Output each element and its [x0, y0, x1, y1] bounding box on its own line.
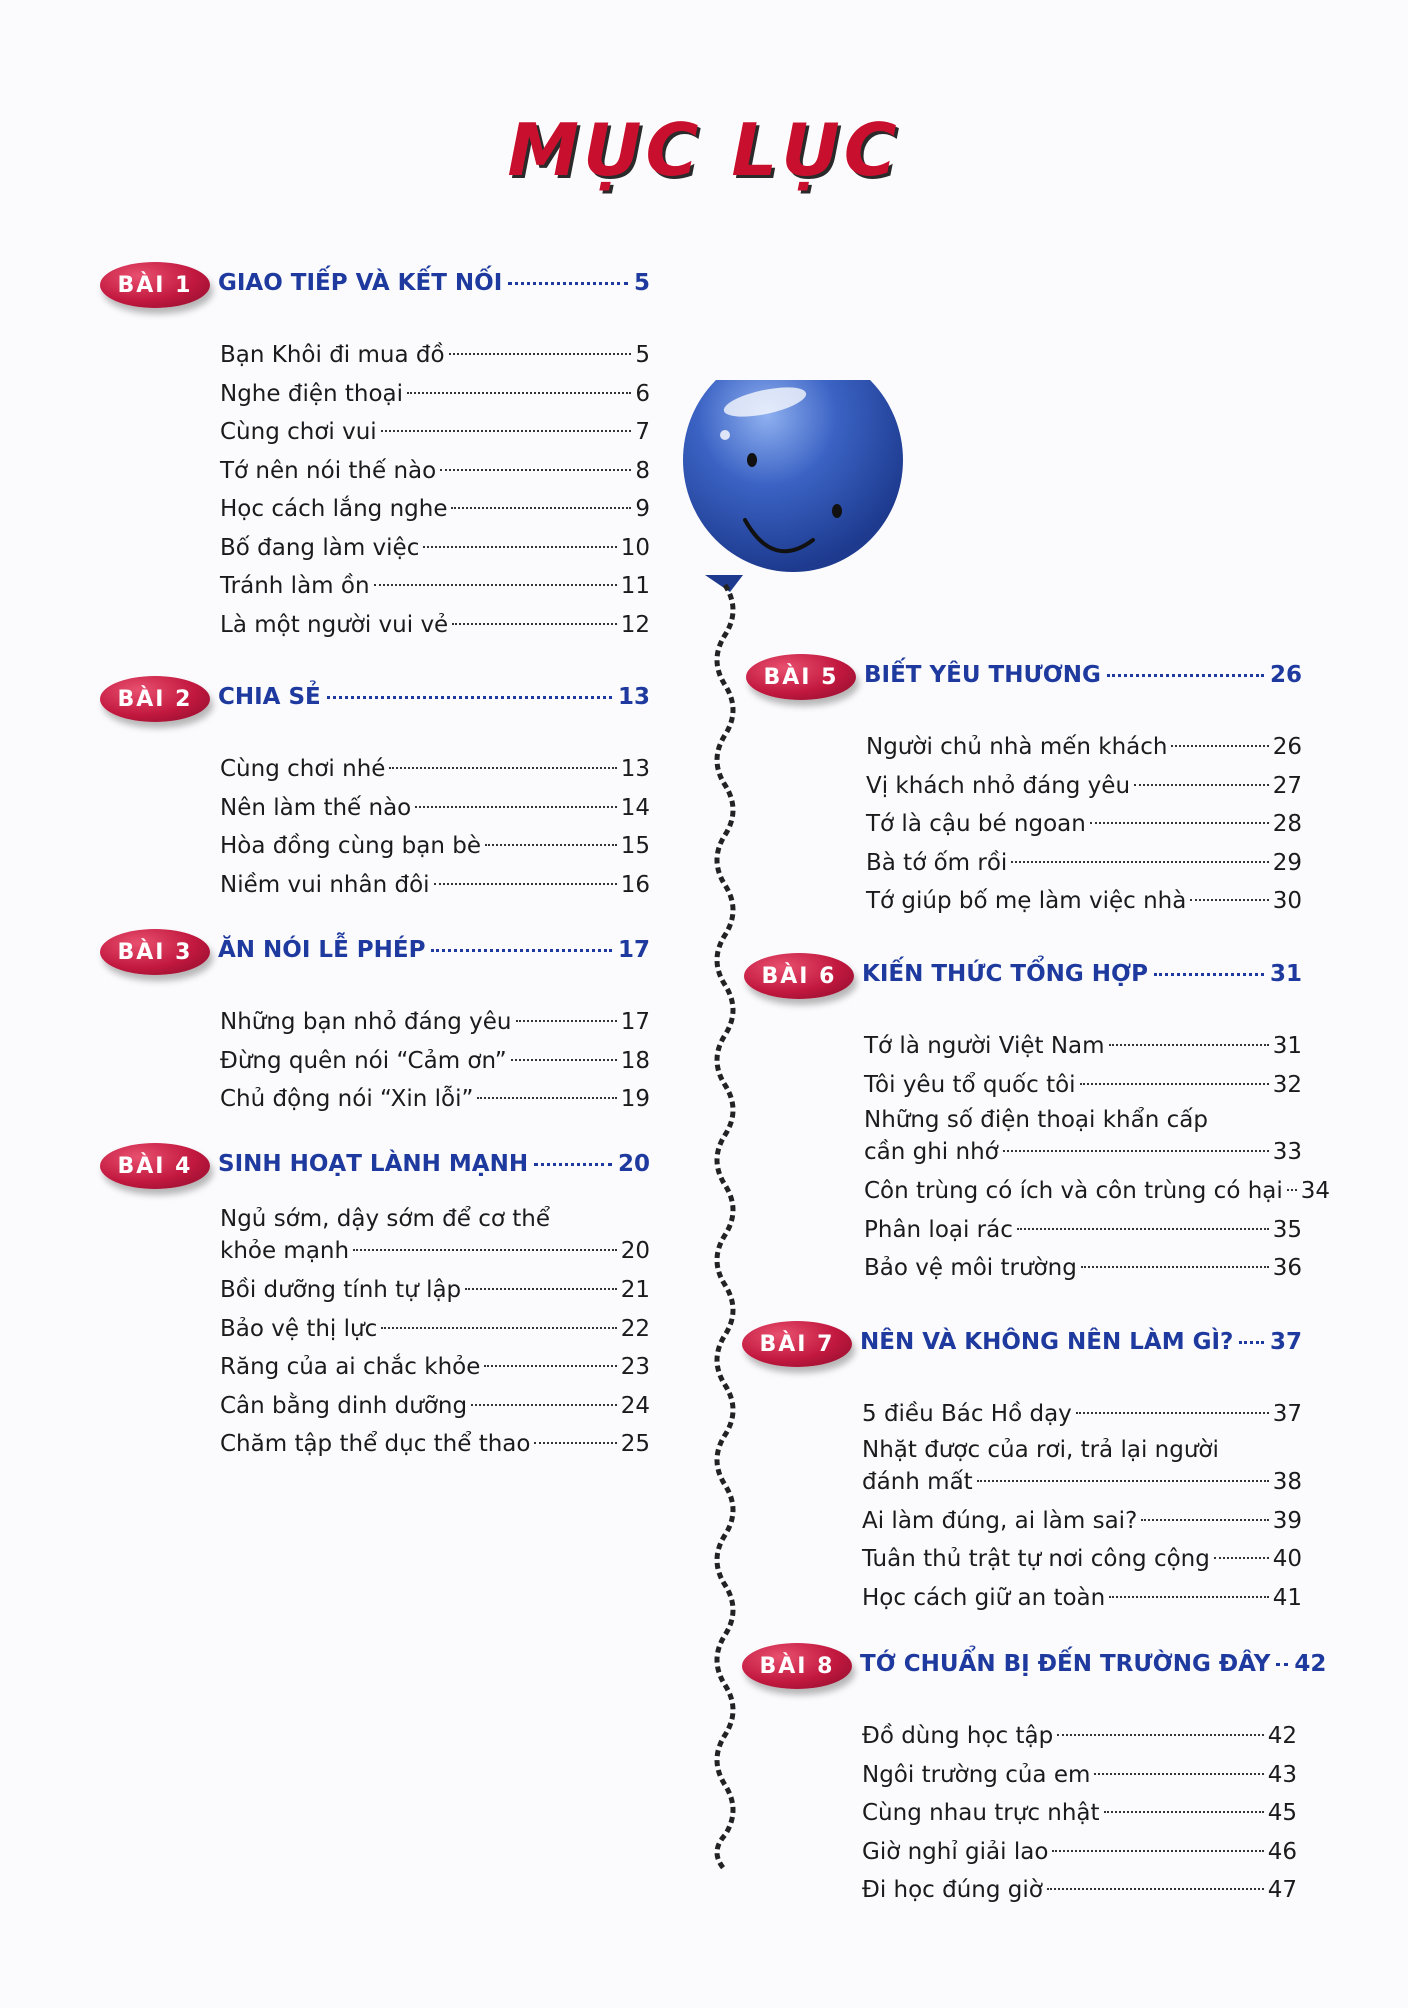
section-title: ĂN NÓI LỄ PHÉP — [218, 937, 426, 963]
section-items — [742, 1717, 1297, 1910]
toc-entry[interactable]: Giờ nghỉ giải lao 46 — [862, 1838, 1297, 1865]
toc-entry[interactable]: Nghe điện thoại 6 — [220, 380, 650, 407]
toc-entry[interactable]: Học cách giữ an toàn 41 — [862, 1584, 1302, 1611]
section-header[interactable] — [100, 1143, 650, 1195]
section-page-number: 31 — [1269, 961, 1302, 987]
section-bai-3 — [100, 929, 650, 1119]
toc-entry[interactable]: Cân bằng dinh dưỡng 24 — [220, 1392, 650, 1419]
lesson-badge: BÀI 3 — [100, 929, 210, 975]
section-title: CHIA SẺ — [218, 684, 321, 710]
toc-entry[interactable]: Đừng quên nói “Cảm ơn” 18 — [220, 1047, 650, 1074]
toc-entry[interactable]: Ai làm đúng, ai làm sai? 39 — [862, 1507, 1302, 1534]
section-items — [744, 1027, 1331, 1288]
toc-entry[interactable]: Côn trùng có ích và côn trùng có hại 34 — [864, 1178, 1331, 1204]
toc-entry[interactable]: Ngôi trường của em 43 — [862, 1761, 1297, 1788]
toc-entry[interactable]: Tớ là cậu bé ngoan 28 — [866, 811, 1302, 837]
section-title: KIẾN THỨC TỔNG HỢP — [862, 961, 1148, 987]
toc-entry[interactable]: Cùng chơi nhé 13 — [220, 756, 650, 782]
toc-entry[interactable]: Phân loại rác 35 — [864, 1216, 1302, 1243]
section-bai-1 — [100, 262, 650, 644]
toc-entry[interactable]: Đi học đúng giờ 47 — [862, 1877, 1297, 1903]
section-bai-4 — [100, 1143, 650, 1464]
toc-entry[interactable]: Học cách lắng nghe 9 — [220, 496, 650, 522]
section-header[interactable] — [744, 953, 1302, 1005]
toc-entry[interactable]: Cùng chơi vui 7 — [220, 419, 650, 445]
toc-entry[interactable]: Tớ nên nói thế nào 8 — [220, 457, 650, 484]
section-bai-8 — [742, 1643, 1327, 1910]
lesson-badge: BÀI 2 — [100, 676, 210, 722]
toc-entry[interactable]: Vị khách nhỏ đáng yêu 27 — [866, 772, 1302, 799]
toc-entry[interactable]: Ngủ sớm, dậy sớm để cơ thể khỏe mạnh 20 — [220, 1206, 650, 1264]
toc-entry[interactable]: Bồi dưỡng tính tự lập 21 — [220, 1277, 650, 1303]
lesson-badge: BÀI 8 — [742, 1643, 852, 1689]
section-header[interactable] — [742, 1321, 1302, 1373]
section-title: NÊN VÀ KHÔNG NÊN LÀM GÌ? — [860, 1329, 1234, 1355]
toc-entry[interactable]: Tránh làm ồn 11 — [220, 573, 650, 599]
section-bai-5 — [746, 654, 1302, 921]
toc-entry[interactable]: Tôi yêu tổ quốc tôi 32 — [864, 1071, 1302, 1098]
lesson-badge: BÀI 4 — [100, 1143, 210, 1189]
toc-entry[interactable]: Bảo vệ môi trường 36 — [864, 1255, 1302, 1281]
section-page-number: 37 — [1269, 1329, 1302, 1355]
section-title: SINH HOẠT LÀNH MẠNH — [218, 1151, 529, 1177]
section-page-number: 5 — [633, 270, 650, 296]
toc-entry[interactable]: Những bạn nhỏ đáng yêu 17 — [220, 1009, 650, 1035]
toc-entry[interactable]: Chủ động nói “Xin lỗi” 19 — [220, 1086, 650, 1112]
toc-entry[interactable]: Bố đang làm việc 10 — [220, 534, 650, 561]
section-header[interactable] — [100, 676, 650, 728]
toc-entry[interactable]: Tớ giúp bố mẹ làm việc nhà 30 — [866, 888, 1302, 914]
section-bai-6 — [744, 953, 1331, 1288]
toc-entry[interactable]: Tuân thủ trật tự nơi công cộng 40 — [862, 1546, 1302, 1572]
toc-entry[interactable]: Bạn Khôi đi mua đồ 5 — [220, 342, 650, 368]
section-items — [100, 750, 650, 904]
toc-entry[interactable]: Bà tớ ốm rồi 29 — [866, 849, 1302, 876]
section-header[interactable] — [100, 262, 650, 314]
section-items — [100, 1003, 650, 1119]
toc-entry[interactable]: 5 điều Bác Hồ dạy 37 — [862, 1401, 1302, 1427]
section-header[interactable] — [742, 1643, 1327, 1695]
section-items — [746, 728, 1302, 921]
section-page-number: 26 — [1269, 662, 1302, 688]
toc-entry[interactable]: Người chủ nhà mến khách 26 — [866, 734, 1302, 760]
toc-entry[interactable]: Nhặt được của rơi, trả lại người đánh mất 38 — [862, 1436, 1302, 1495]
toc-entry[interactable]: Bảo vệ thị lực 22 — [220, 1315, 650, 1342]
section-header[interactable] — [100, 929, 650, 981]
section-page-number: 42 — [1294, 1651, 1327, 1677]
toc-entry[interactable]: Là một người vui vẻ 12 — [220, 611, 650, 638]
section-header[interactable] — [746, 654, 1302, 706]
section-bai-7 — [742, 1321, 1302, 1617]
section-page-number: 17 — [617, 937, 650, 963]
section-title: GIAO TIẾP VÀ KẾT NỐI — [218, 270, 503, 296]
toc-entry[interactable]: Nên làm thế nào 14 — [220, 794, 650, 821]
lesson-badge: BÀI 1 — [100, 262, 210, 308]
toc-entry[interactable]: Những số điện thoại khẩn cấp cần ghi nhớ 33 — [864, 1107, 1302, 1165]
toc-entry[interactable]: Răng của ai chắc khỏe 23 — [220, 1354, 650, 1380]
toc-entry[interactable]: Tớ là người Việt Nam 31 — [864, 1033, 1302, 1059]
lesson-badge: BÀI 5 — [746, 654, 856, 700]
section-items — [100, 1203, 650, 1464]
section-bai-2 — [100, 676, 650, 904]
toc-entry[interactable]: Niềm vui nhân đôi 16 — [220, 871, 650, 898]
page-title: MỤC LỤC — [507, 108, 901, 192]
section-items — [742, 1395, 1302, 1617]
section-title: BIẾT YÊU THƯƠNG — [864, 662, 1101, 688]
toc-entry[interactable]: Cùng nhau trực nhật 45 — [862, 1800, 1297, 1826]
section-page-number: 13 — [617, 684, 650, 710]
toc-entry[interactable]: Hòa đồng cùng bạn bè 15 — [220, 833, 650, 859]
section-items — [100, 336, 650, 644]
toc-entry[interactable]: Chăm tập thể dục thể thao 25 — [220, 1431, 650, 1457]
lesson-badge: BÀI 6 — [744, 953, 854, 999]
toc-entry[interactable]: Đồ dùng học tập 42 — [862, 1723, 1297, 1749]
section-page-number: 20 — [617, 1151, 650, 1177]
lesson-badge: BÀI 7 — [742, 1321, 852, 1367]
section-title: TỚ CHUẨN BỊ ĐẾN TRƯỜNG ĐÂY — [860, 1651, 1271, 1677]
